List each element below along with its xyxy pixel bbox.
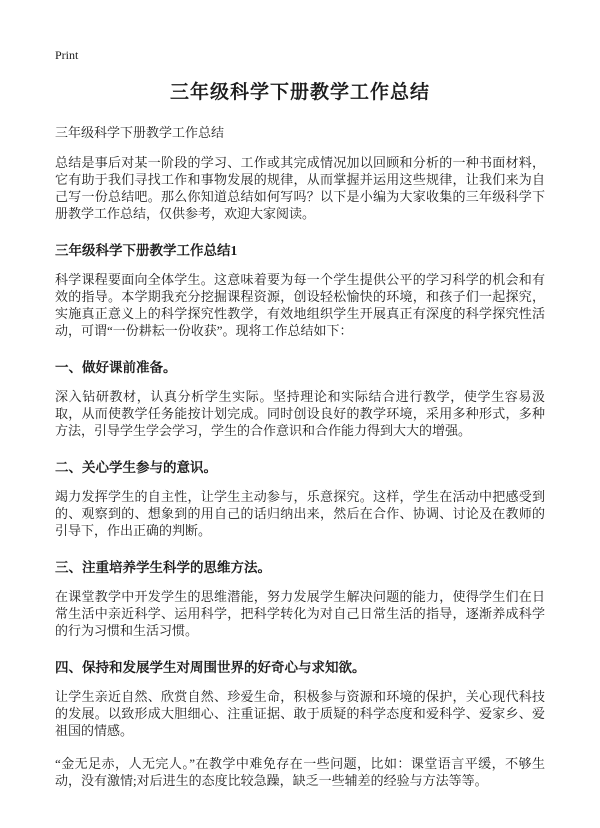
section-heading-1: 一、做好课前准备。	[55, 360, 177, 375]
document-subtitle: 三年级科学下册教学工作总结	[55, 125, 225, 140]
section-heading-2: 二、关心学生参与的意识。	[55, 460, 217, 475]
section-heading-summary1: 三年级科学下册教学工作总结1	[55, 243, 238, 258]
section-paragraph: 深入钻研教材，认真分析学生实际。坚持理论和实际结合进行教学，使学生容易汲取，从而使教学任务能按计划完成。同时创设良好的教学环境，采用多种形式，多种方法，引导学生学会学习，学生的合作意识和合作能力得到大大的增强。	[55, 389, 545, 438]
page-title: 三年级科学下册教学工作总结	[169, 82, 430, 103]
section-paragraph: 让学生亲近自然、欣赏自然、珍爱生命，积极参与资源和环境的保护，关心现代科技的发展。以致形成大胆细心、注重证据、敢于质疑的科学态度和爱科学、爱家乡、爱祖国的情感。	[55, 689, 545, 738]
print-link[interactable]: Print	[55, 48, 79, 62]
intro-paragraph: 总结是事后对某一阶段的学习、工作或其完成情况加以回顾和分析的一种书面材料，它有助于我们寻找工作和事物发展的规律，从而掌握并运用这些规律，让我们来为自己写一份总结吧。那么你知道总结如何写吗？以下是小编为大家收集的三年级科学下册教学工作总结，仅供参考，欢迎大家阅读。	[55, 155, 545, 221]
section-heading-3: 三、注重培养学生科学的思维方法。	[55, 560, 271, 575]
section-paragraph: 科学课程要面向全体学生。这意味着要为每一个学生提供公平的学习科学的机会和有效的指导。本学期我充分挖掘课程资源，创设轻松愉快的环境，和孩子们一起探究，实施真正意义上的科学探究性教学，有效地组织学生开展真正有深度的科学探究性活动，可谓“一份耕耘一份收获”。现将工作总结如下：	[55, 272, 545, 338]
section-heading-4: 四、保持和发展学生对周围世界的好奇心与求知欲。	[55, 660, 366, 675]
closing-paragraph: “金无足赤，人无完人。”在教学中难免存在一些问题，比如：课堂语言平缓，不够生动，没有激情;对后进生的态度比较急躁，缺乏一些辅差的经验与方法等等。	[55, 756, 545, 788]
section-paragraph: 在课堂教学中开发学生的思维潜能，努力发展学生解决问题的能力，使得学生们在日常生活中亲近科学、运用科学，把科学转化为对自己日常生活的指导，逐渐养成科学的行为习惯和生活习惯。	[55, 589, 545, 638]
section-paragraph: 竭力发挥学生的自主性，让学生主动参与，乐意探究。这样，学生在活动中把感受到的、观察到的、想象到的用自己的话归纳出来，然后在合作、协调、讨论及在教师的引导下，作出正确的判断。	[55, 489, 545, 538]
